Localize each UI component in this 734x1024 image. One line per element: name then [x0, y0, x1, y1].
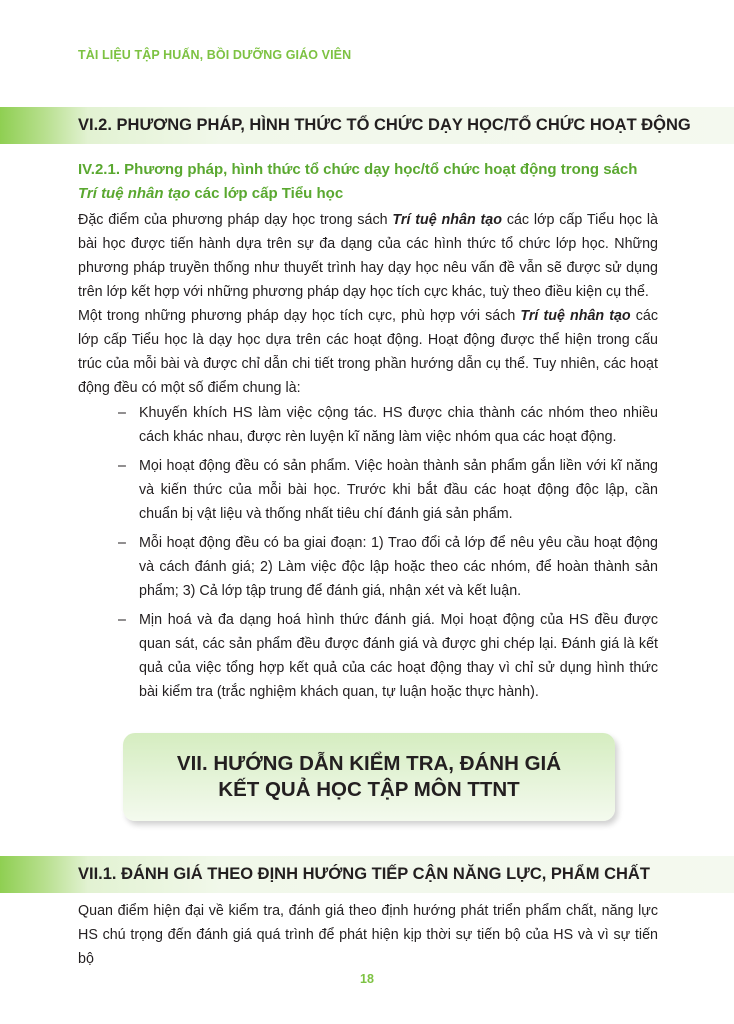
paragraph-2	[78, 304, 658, 400]
section-title-vii1: VII.1. ĐÁNH GIÁ THEO ĐỊNH HƯỚNG TIẾP CẬN NĂNG LỰC, PHẨM CHẤT	[78, 865, 650, 883]
list-item	[118, 531, 658, 603]
paragraph-1-emphasis: Trí tuệ nhân tạo	[392, 212, 502, 228]
subsection-title-part1: IV.2.1. Phương pháp, hình thức tổ chức dạy học/tổ chức hoạt động trong sách	[78, 161, 638, 178]
activity-characteristics-list	[118, 401, 658, 709]
list-item	[118, 454, 658, 526]
list-item-text: Mọi hoạt động đều có sản phẩm. Việc hoàn thành sản phẩm gắn liền với kĩ năng và kiến thức của mỗi bài học. Trước khi bắt đầu các hoạt động độc lập, cần chuẩn bị vật liệu và thống nhất tiêu chí đánh giá sản phẩm.	[139, 458, 658, 522]
paragraph-2-after: các lớp cấp Tiểu học là dạy học dựa trên các hoạt động. Hoạt động được thể hiện trong cấu trúc của mỗi bài và được chỉ dẫn chi tiết trong phần hướng dẫn cụ thể. Tuy nhiên, các hoạt động đều có một số điểm chung là:	[78, 308, 658, 396]
paragraph-1	[78, 208, 658, 304]
section-title-vi2: VI.2. PHƯƠNG PHÁP, HÌNH THỨC TỔ CHỨC DẠY HỌC/TỔ CHỨC HOẠT ĐỘNG	[78, 116, 691, 134]
dash-marker: –	[118, 535, 126, 551]
subsection-title-italic: Trí tuệ nhân tạo	[78, 185, 191, 202]
subsection-title-iv21	[78, 158, 658, 206]
list-item-text: Mịn hoá và đa dạng hoá hình thức đánh giá. Mọi hoạt động của HS đều được quan sát, các sản phẩm đều được đánh giá và được ghi chép lại. Đánh giá là kết quả của việc tổng hợp kết quả của các hoạt động thay vì chỉ sử dụng hình thức bài kiểm tra (trắc nghiệm khách quan, tự luận hoặc thực hành).	[139, 612, 658, 700]
list-item	[118, 401, 658, 449]
dash-marker: –	[118, 458, 126, 474]
dash-marker: –	[118, 612, 126, 628]
callout-title-line-2: KẾT QUẢ HỌC TẬP MÔN TTNT	[218, 778, 520, 801]
subsection-title-part2: các lớp cấp Tiểu học	[190, 185, 344, 202]
page-number: 18	[360, 972, 374, 986]
list-item-text: Khuyến khích HS làm việc cộng tác. HS được chia thành các nhóm theo nhiều cách khác nhau, được rèn luyện kĩ năng làm việc nhóm qua các hoạt động.	[139, 405, 658, 445]
dash-marker: –	[118, 405, 126, 421]
paragraph-2-before: Một trong những phương pháp dạy học tích cực, phù hợp với sách	[78, 308, 521, 324]
paragraph-2-emphasis: Trí tuệ nhân tạo	[520, 308, 631, 324]
callout-title-line-1: VII. HƯỚNG DẪN KIỂM TRA, ĐÁNH GIÁ	[176, 752, 562, 775]
paragraph-1-after: các lớp cấp Tiểu học là bài học được tiến hành dựa trên sự đa dạng của các hình thức tổ chức lớp học. Những phương pháp truyền thống như thuyết trình hay dạy học nêu vấn đề vẫn sẽ được sử dụng trên lớp kết hợp với những phương pháp dạy học tích cực khác, tuỳ theo điều kiện cụ thể.	[78, 212, 658, 300]
list-item-text: Mỗi hoạt động đều có ba giai đoạn: 1) Trao đổi cả lớp để nêu yêu cầu hoạt động và cách đánh giá; 2) Làm việc độc lập hoặc theo các nhóm, để hoàn thành sản phẩm; 3) Cả lớp tập trung để đánh giá, nhận xét và kết luận.	[139, 535, 658, 599]
chapter-callout-vii	[123, 733, 615, 821]
paragraph-3: Quan điểm hiện đại về kiểm tra, đánh giá theo định hướng phát triển phẩm chất, năng lực HS chú trọng đến đánh giá quá trình để phát hiện kịp thời sự tiến bộ của HS và vì sự tiến bộ	[78, 903, 658, 967]
running-header: TÀI LIỆU TẬP HUẤN, BỒI DƯỠNG GIÁO VIÊN	[78, 48, 352, 62]
paragraph-1-before: Đặc điểm của phương pháp dạy học trong sách	[78, 212, 393, 228]
list-item	[118, 608, 658, 704]
